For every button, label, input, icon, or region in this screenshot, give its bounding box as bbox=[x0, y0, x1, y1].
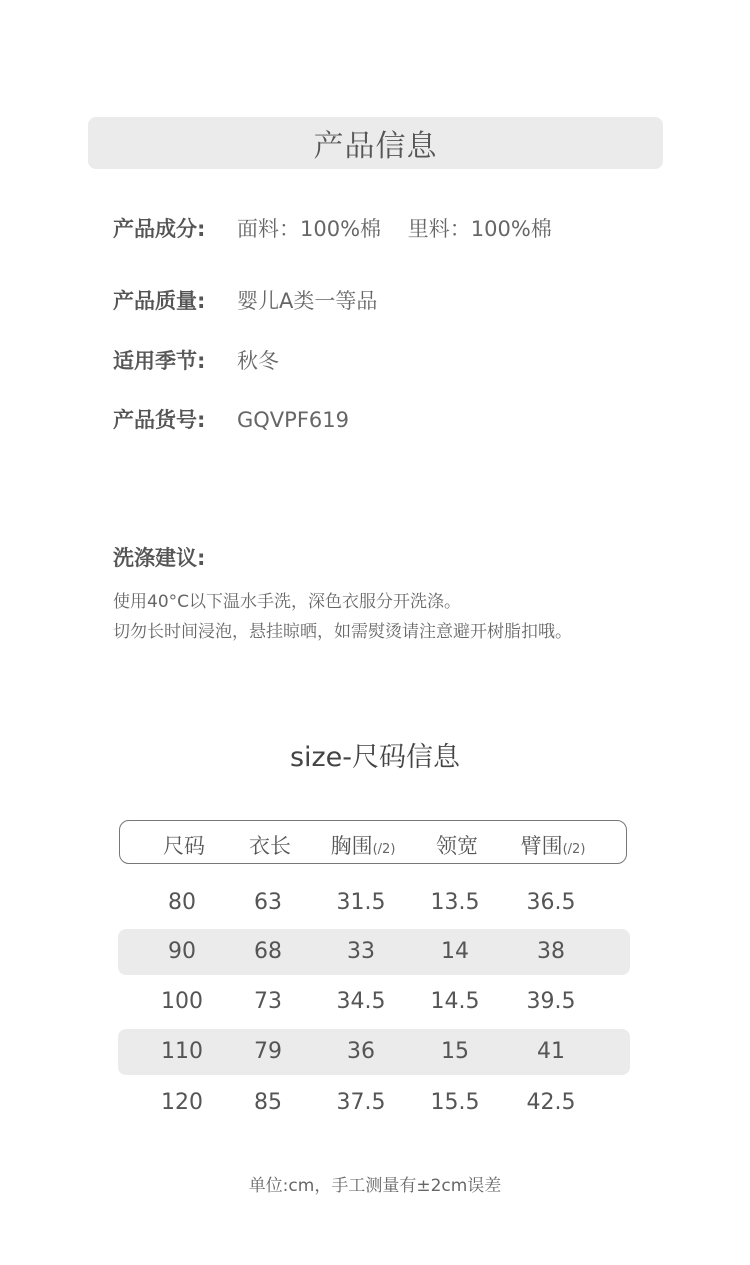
table-cell: 13.5 bbox=[430, 890, 480, 915]
table-cell: 34.5 bbox=[336, 989, 386, 1014]
info-row-sku bbox=[113, 406, 349, 434]
info-value: 面料：100%棉 里料：100%棉 bbox=[237, 217, 552, 241]
info-value: 秋冬 bbox=[237, 349, 279, 373]
table-cell: 80 bbox=[168, 890, 196, 915]
size-table-header bbox=[119, 820, 627, 864]
table-cell: 37.5 bbox=[336, 1090, 386, 1115]
table-cell: 41 bbox=[537, 1039, 565, 1064]
table-row bbox=[118, 1080, 630, 1126]
header-cell: 胸围(/2) bbox=[330, 834, 396, 858]
table-row bbox=[118, 979, 630, 1025]
table-row bbox=[118, 929, 630, 975]
header-cell: 臂围(/2) bbox=[520, 834, 586, 858]
table-cell: 33 bbox=[347, 939, 375, 964]
table-cell: 38 bbox=[537, 939, 565, 964]
info-label: 产品货号: bbox=[113, 408, 206, 432]
info-row-quality bbox=[113, 287, 377, 315]
header-sub: (/2) bbox=[372, 842, 396, 857]
table-cell: 120 bbox=[161, 1090, 203, 1115]
table-cell: 63 bbox=[254, 890, 282, 915]
table-cell: 100 bbox=[161, 989, 203, 1014]
care-line: 使用40°C以下温水手洗，深色衣服分开洗涤。 bbox=[113, 592, 462, 612]
table-cell: 79 bbox=[254, 1039, 282, 1064]
measurement-note: 单位:cm，手工测量有±2cm误差 bbox=[248, 1176, 502, 1196]
header-cell: 领宽 bbox=[436, 834, 478, 858]
table-cell: 31.5 bbox=[336, 890, 386, 915]
table-cell: 90 bbox=[168, 939, 196, 964]
care-line: 切勿长时间浸泡，悬挂晾晒，如需熨烫请注意避开树脂扣哦。 bbox=[113, 622, 572, 642]
section-title: 产品信息 bbox=[313, 129, 438, 164]
table-cell: 39.5 bbox=[526, 989, 576, 1014]
info-value: GQVPF619 bbox=[237, 408, 349, 432]
header-sub: (/2) bbox=[562, 842, 586, 857]
table-cell: 36.5 bbox=[526, 890, 576, 915]
table-cell: 14 bbox=[441, 939, 469, 964]
table-cell: 15.5 bbox=[430, 1090, 480, 1115]
info-row-composition bbox=[113, 215, 552, 243]
table-cell: 36 bbox=[347, 1039, 375, 1064]
section-title-banner bbox=[88, 117, 663, 169]
info-row-season bbox=[113, 347, 279, 375]
info-label: 适用季节: bbox=[113, 349, 206, 373]
info-label: 产品质量: bbox=[113, 289, 206, 313]
table-cell: 110 bbox=[161, 1039, 203, 1064]
size-title: size-尺码信息 bbox=[289, 742, 461, 773]
info-value: 婴儿A类一等品 bbox=[237, 289, 378, 313]
header-cell: 衣长 bbox=[249, 834, 291, 858]
table-row bbox=[118, 880, 630, 926]
table-cell: 42.5 bbox=[526, 1090, 576, 1115]
table-cell: 73 bbox=[254, 989, 282, 1014]
info-label: 产品成分: bbox=[113, 217, 206, 241]
table-cell: 14.5 bbox=[430, 989, 480, 1014]
table-row bbox=[118, 1029, 630, 1075]
table-cell: 15 bbox=[441, 1039, 469, 1064]
table-cell: 68 bbox=[254, 939, 282, 964]
care-title: 洗涤建议: bbox=[113, 546, 206, 570]
table-cell: 85 bbox=[254, 1090, 282, 1115]
header-cell: 尺码 bbox=[163, 834, 205, 858]
